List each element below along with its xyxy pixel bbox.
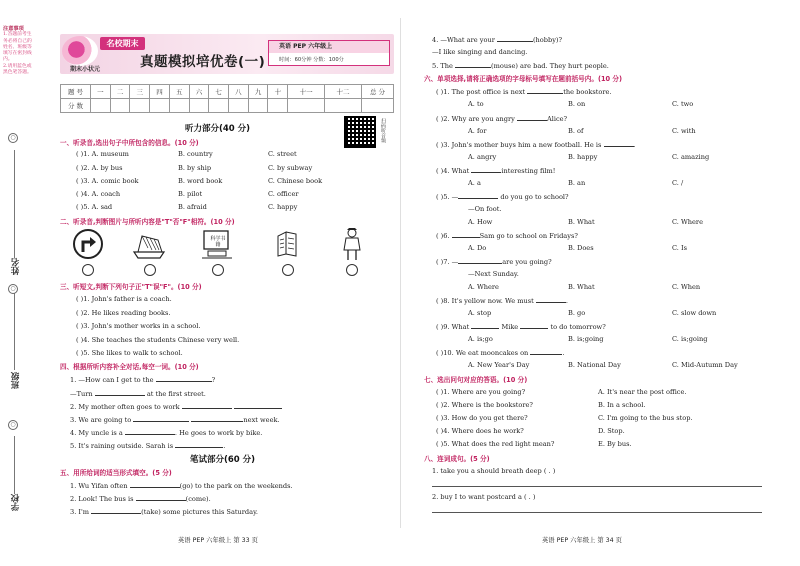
q3-heading: 三、听短文,判断下列句子正"T"误"F"。(10 分)	[60, 283, 202, 291]
q6-answer-line: —Next Sunday.	[468, 270, 519, 278]
q6-option: C. Is	[672, 244, 687, 252]
q5-item: —I like singing and dancing.	[432, 48, 528, 56]
q5-item: 2. Look! The bus is (come).	[70, 495, 211, 503]
score-input-cell[interactable]	[209, 99, 229, 113]
answer-blank[interactable]	[517, 114, 547, 121]
q4-heading: 四、根据所听内容补全对话,每空一词。(10 分)	[60, 363, 199, 371]
q1-option: C. happy	[268, 203, 298, 211]
q4-item: 4. My uncle is a . He goes to work by bike.	[70, 429, 263, 437]
brand-logo-icon	[62, 36, 98, 66]
score-cell: 十	[268, 85, 288, 99]
q8-heading: 八、连词成句。(5 分)	[424, 455, 490, 463]
score-input-cell[interactable]	[248, 99, 268, 113]
score-cell: 四	[150, 85, 170, 99]
answer-blank[interactable]	[527, 87, 563, 94]
q4-item: —Turn at the first street.	[70, 390, 206, 398]
q7-answer: C. I'm going to the bus stop.	[598, 414, 693, 422]
qr-label: 扫码听音频	[380, 118, 386, 143]
q7-answer: D. Stop.	[598, 427, 625, 435]
q5-item: 5. The (mouse) are bad. They hurt people.	[432, 62, 609, 70]
binding-hole: ○	[8, 420, 18, 430]
score-cell: 三	[130, 85, 150, 99]
q6-option: B. of	[568, 127, 584, 135]
seal-line	[14, 436, 15, 496]
q4-item: 1. —How can I get to the ?	[70, 376, 216, 384]
turn-right-sign-icon	[72, 228, 104, 260]
exam-title: 真题模拟培优卷(一)	[140, 54, 266, 70]
q1-option: C. officer	[268, 190, 299, 198]
answer-blank[interactable]	[604, 140, 634, 147]
q6-question: ( )7. — are you going?	[436, 258, 552, 266]
q6-question: ( )6. Sam go to school on Fridays?	[436, 232, 578, 240]
q5-item: 3. I'm (take) some pictures this Saturday.	[70, 508, 259, 516]
class-label: 班级	[11, 372, 21, 389]
binding-hole: ○	[8, 133, 18, 143]
q3-item: ( )3. John's mother works in a school.	[76, 322, 201, 330]
seal-line	[14, 290, 15, 370]
q1-option: B. country	[178, 150, 213, 158]
score-cell: 一	[91, 85, 111, 99]
score-input-cell[interactable]	[130, 99, 150, 113]
q5-item: 4. —What are your (hobby)?	[432, 36, 563, 44]
score-cell: 五	[169, 85, 189, 99]
notice-title: 注意事项	[3, 26, 24, 32]
score-input-cell[interactable]	[169, 99, 189, 113]
q1-item: ( )2. A. by bus	[76, 164, 123, 172]
q3-item: ( )5. She likes to walk to school.	[76, 349, 183, 357]
q6-option: A. for	[468, 127, 487, 135]
score-cell: 八	[229, 85, 249, 99]
q6-option: B. go	[568, 309, 586, 317]
q1-option: B. afraid	[178, 203, 207, 211]
q6-option: A. Where	[468, 283, 499, 291]
q6-option: C. is;going	[672, 335, 708, 343]
q1-option: B. pilot	[178, 190, 203, 198]
q6-question: ( )9. What Mike to do tomorrow?	[436, 323, 606, 331]
q7-question: ( )3. How do you get there?	[436, 414, 528, 422]
answer-blank[interactable]	[458, 257, 502, 264]
q1-heading: 一、听录音,选出句子中所包含的信息。(10 分)	[60, 139, 199, 147]
q6-option: C. amazing	[672, 153, 710, 161]
q7-heading: 七、选出问句对应的答语。(10 分)	[424, 376, 528, 384]
score-input-cell[interactable]	[110, 99, 130, 113]
answer-circle[interactable]	[144, 264, 156, 276]
score-value-row	[61, 99, 394, 113]
q6-option: A. Do	[468, 244, 487, 252]
ship-icon	[132, 228, 168, 260]
exam-info-box	[268, 40, 390, 66]
q6-question: ( )8. It's yellow now. We must .	[436, 297, 568, 305]
q6-heading: 六、单项选择,请将正确选项的字母标号填写在题前括号内。(10 分)	[424, 75, 623, 83]
score-cell: 六	[189, 85, 209, 99]
notice-line-2: 2.请用蓝色或黑色笔答题。	[3, 63, 32, 76]
answer-blank[interactable]	[520, 322, 548, 329]
score-input-cell[interactable]	[229, 99, 249, 113]
answer-blank[interactable]	[125, 428, 175, 435]
q6-option: C. two	[672, 100, 694, 108]
q2-heading: 二、听录音,判断图片与所听内容是"T"否"F"相符。(10 分)	[60, 218, 235, 226]
answer-circle[interactable]	[346, 264, 358, 276]
q3-item: ( )4. She teaches the students Chinese very well.	[76, 336, 240, 344]
brand-subtitle: 期末小状元	[70, 66, 101, 73]
answer-line[interactable]	[432, 486, 762, 487]
q4-item: 2. My mother often goes to work	[70, 402, 282, 411]
score-cell: 十二	[325, 85, 362, 99]
brand-tag: 名校期末	[100, 37, 145, 50]
score-input-cell[interactable]	[288, 99, 325, 113]
answer-blank[interactable]	[95, 389, 145, 396]
subject-info: 英语 PEP 六年级上	[269, 41, 389, 53]
q7-question: ( )2. Where is the bookstore?	[436, 401, 533, 409]
q1-option: C. by subway	[268, 164, 313, 172]
answer-blank[interactable]	[130, 481, 180, 488]
answer-blank[interactable]	[455, 61, 491, 68]
q1-item: ( )4. A. coach	[76, 190, 121, 198]
q6-option: A. stop	[468, 309, 492, 317]
q6-option: B. What	[568, 283, 595, 291]
answer-blank[interactable]	[452, 231, 480, 238]
answer-line[interactable]	[432, 512, 762, 513]
answer-blank[interactable]	[471, 166, 501, 173]
left-page-footer: 英语 PEP 六年级上 第 33 页	[178, 537, 258, 544]
q5-item: 1. Wu Yifan often (go) to the park on the weekends.	[70, 482, 293, 490]
binding-margin	[0, 0, 38, 566]
q8-item: 1. take you a should breath deep ( . )	[432, 467, 556, 475]
score-cell: 二	[110, 85, 130, 99]
score-header-row	[61, 85, 394, 99]
answer-blank[interactable]	[530, 348, 562, 355]
score-input-cell[interactable]	[150, 99, 170, 113]
answer-blank[interactable]	[91, 507, 141, 514]
q6-option: B. an	[568, 179, 586, 187]
score-cell: 分 数	[61, 99, 91, 113]
q1-option: C. street	[268, 150, 297, 158]
q1-option: B. word book	[178, 177, 223, 185]
q4-item: 5. It's raining outside. Sarah is .	[70, 442, 226, 450]
answer-blank[interactable]	[536, 296, 566, 303]
score-table	[60, 84, 394, 113]
notice-line-1: 1.答题前考生务必将自己的姓名、班级等填写在密封线内。	[3, 32, 32, 63]
answer-blank[interactable]	[133, 415, 189, 422]
q6-question: ( )3. John's mother buys him a new football. He is .	[436, 141, 636, 149]
answer-blank[interactable]	[175, 441, 223, 448]
q1-item: ( )1. A. museum	[76, 150, 129, 158]
answer-blank[interactable]	[458, 192, 498, 199]
q7-question: ( )4. Where does he work?	[436, 427, 524, 435]
score-cell: 总 分	[362, 85, 394, 99]
q6-question: ( )2. Why are you angry Alice?	[436, 115, 568, 123]
qr-code-icon[interactable]	[344, 116, 376, 148]
q7-answer: B. In a school.	[598, 401, 646, 409]
score-cell: 七	[209, 85, 229, 99]
q6-option: C. Where	[672, 218, 703, 226]
q6-question: ( )4. What interesting film!	[436, 167, 556, 175]
q7-answer: A. It's near the post office.	[598, 388, 687, 396]
q6-question: ( )1. The post office is next the bookstore.	[436, 88, 612, 96]
answer-blank[interactable]	[497, 35, 533, 42]
score-input-cell[interactable]	[189, 99, 209, 113]
q6-option: A. is;go	[468, 335, 493, 343]
q3-item: ( )2. He likes reading books.	[76, 309, 171, 317]
score-input-cell[interactable]	[91, 99, 111, 113]
q6-option: A. a	[468, 179, 481, 187]
q6-option: C. slow down	[672, 309, 717, 317]
q6-option: B. is;going	[568, 335, 604, 343]
q6-option: C. /	[672, 179, 684, 187]
answer-blank[interactable]	[234, 402, 282, 409]
right-page-footer: 英语 PEP 六年级上 第 34 页	[542, 537, 622, 544]
answer-blank[interactable]	[136, 494, 186, 501]
q6-question: ( )5. — do you go to school?	[436, 193, 569, 201]
q8-item: 2. buy I to want postcard a ( . )	[432, 493, 536, 501]
written-section-title: 笔试部分(60 分)	[190, 455, 256, 465]
time-score-info: 时间：60分钟 分数：100分	[279, 57, 344, 63]
answer-blank[interactable]	[156, 375, 212, 382]
score-input-cell[interactable]	[325, 99, 362, 113]
q1-option: B. by ship	[178, 164, 212, 172]
q6-option: B. happy	[568, 153, 598, 161]
q6-option: A. angry	[468, 153, 497, 161]
q7-question: ( )1. Where are you going?	[436, 388, 526, 396]
q6-option: B. What	[568, 218, 595, 226]
answer-circle[interactable]	[82, 264, 94, 276]
q7-answer: E. By bus.	[598, 440, 632, 448]
q6-option: A. New Year's Day	[468, 361, 530, 369]
seal-line	[14, 150, 15, 260]
q6-option: C. with	[672, 127, 696, 135]
page-divider	[400, 18, 401, 528]
q3-item: ( )1. John's father is a coach.	[76, 295, 172, 303]
answer-blank[interactable]	[191, 415, 243, 422]
q6-option: B. Does	[568, 244, 594, 252]
q6-question: ( )10. We eat mooncakes on .	[436, 349, 565, 357]
answer-circle[interactable]	[212, 264, 224, 276]
police-officer-icon	[340, 226, 364, 262]
notice-box	[3, 26, 33, 76]
score-cell: 十一	[288, 85, 325, 99]
q7-question: ( )5. What does the red light mean?	[436, 440, 555, 448]
q5-heading: 五、用所给词的适当形式填空。(5 分)	[60, 469, 172, 477]
q6-option: B. National Day	[568, 361, 621, 369]
binding-hole: ○	[8, 284, 18, 294]
q4-item: 3. We are going to next week.	[70, 416, 280, 424]
score-cell: 九	[248, 85, 268, 99]
listening-section-title: 听力部分(40 分)	[185, 124, 251, 134]
name-label: 姓名	[11, 258, 21, 275]
score-input-cell[interactable]	[268, 99, 288, 113]
q6-option: C. When	[672, 283, 701, 291]
q6-option: C. Mid-Autumn Day	[672, 361, 738, 369]
score-input-cell[interactable]	[362, 99, 394, 113]
q6-answer-line: —On foot.	[468, 205, 502, 213]
q6-option: B. on	[568, 100, 586, 108]
q1-item: ( )3. A. comic book	[76, 177, 139, 185]
school-label: 学校	[11, 494, 21, 511]
bookshelf-icon	[274, 228, 302, 260]
q6-option: A. How	[468, 218, 493, 226]
answer-circle[interactable]	[282, 264, 294, 276]
score-cell: 题 号	[61, 85, 91, 99]
q6-option: A. to	[468, 100, 484, 108]
q1-option: C. Chinese book	[268, 177, 323, 185]
book-label: 科学书籍	[210, 236, 226, 248]
answer-blank[interactable]	[471, 322, 499, 329]
q1-item: ( )5. A. sad	[76, 203, 113, 211]
answer-blank[interactable]	[182, 402, 232, 409]
